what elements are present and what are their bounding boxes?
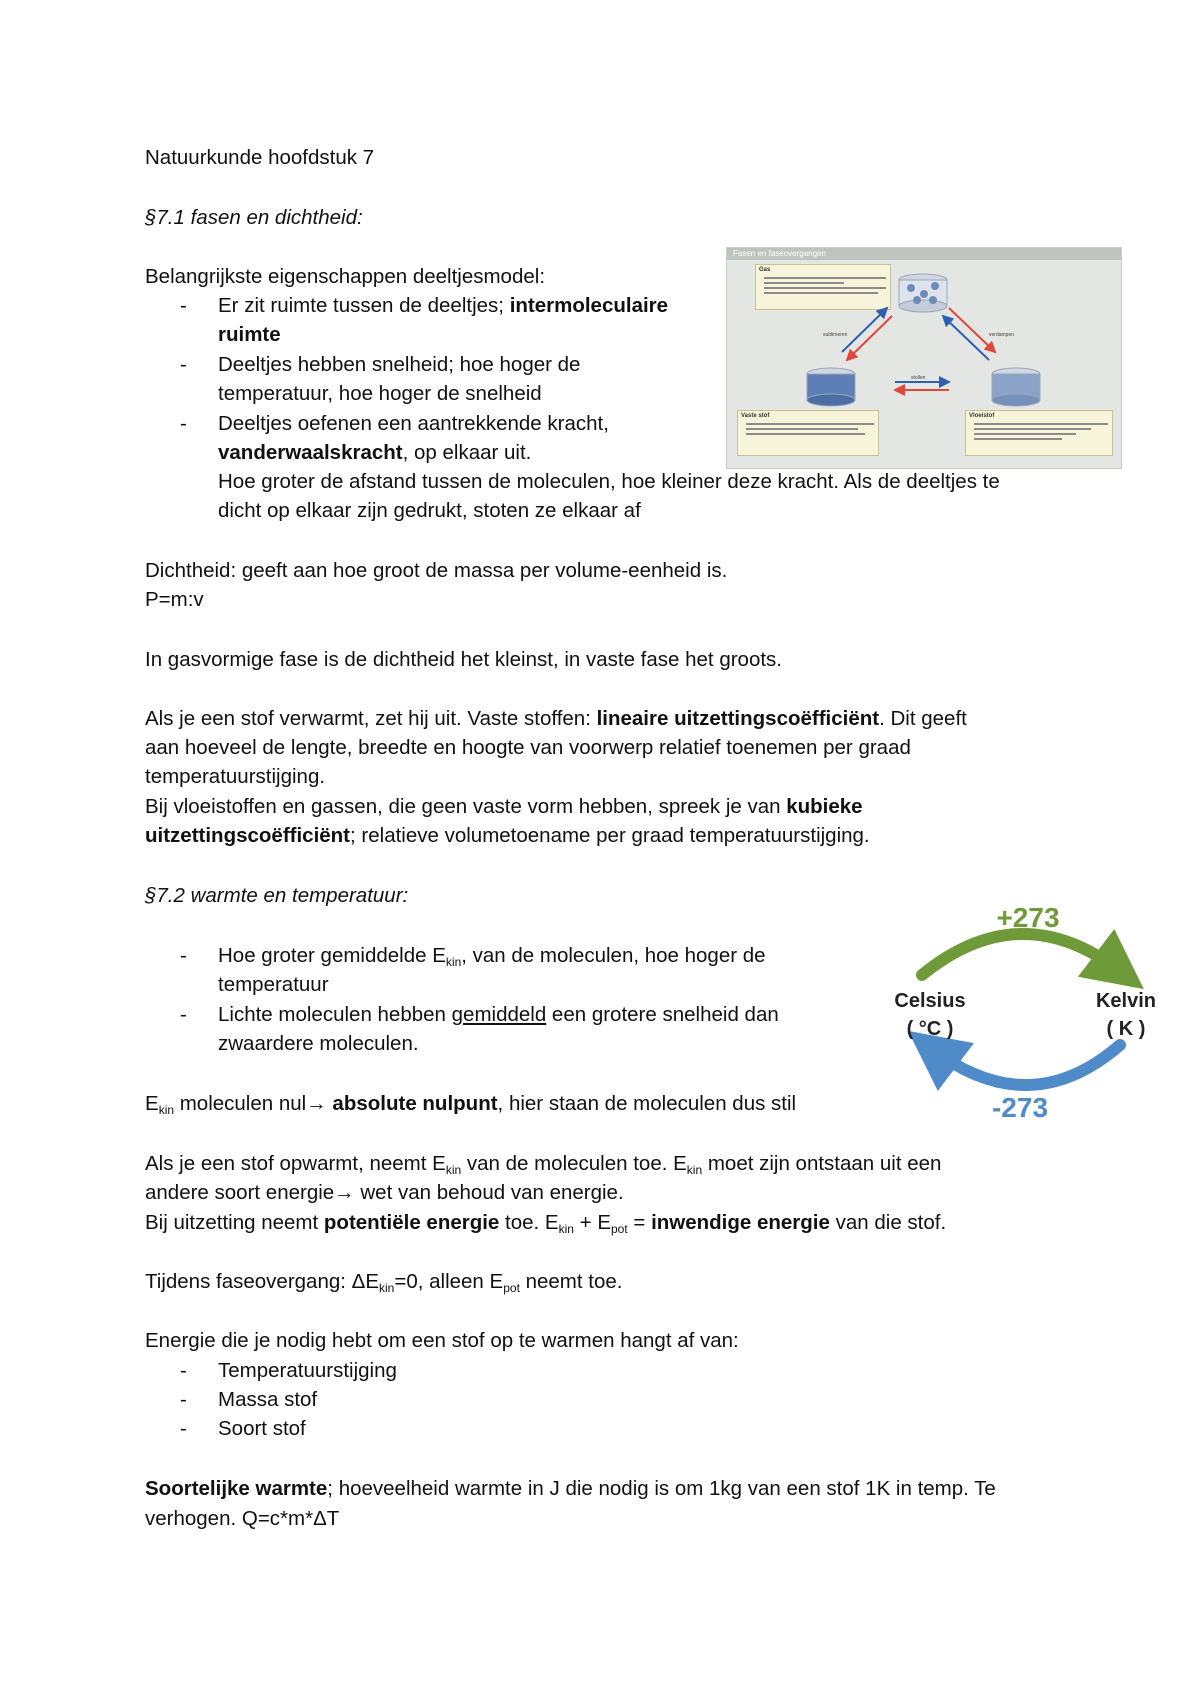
- text: Hoe groter gemiddelde E: [218, 944, 446, 967]
- arrow-red-left: [847, 316, 892, 360]
- liquid-container: [992, 368, 1040, 406]
- attraction-explanation: Hoe groter de afstand tussen de moleculen, hoe kleiner deze kracht. Als de deeltjes te: [218, 470, 1000, 493]
- bullet-ekin-temperature-cont: temperatuur: [218, 973, 329, 996]
- text: Er zit ruimte tussen de deeltjes;: [218, 294, 510, 317]
- expansion-line-1: [145, 704, 967, 733]
- celsius-kelvin-figure: [880, 895, 1180, 1125]
- subscript: pot: [611, 1222, 628, 1236]
- text: een grotere snelheid dan: [546, 1003, 779, 1026]
- bold-term: Soortelijke warmte: [145, 1477, 328, 1500]
- solid-container: [807, 368, 855, 406]
- bold-term: vanderwaalskracht: [218, 441, 403, 464]
- expansion-line-4: [145, 792, 863, 821]
- expansion-line-3: temperatuurstijging.: [145, 765, 326, 788]
- text: + E: [573, 1211, 611, 1234]
- kelvin-label: Kelvin: [1095, 990, 1157, 1012]
- celsius-label: Celsius: [894, 990, 966, 1012]
- bullet-intermolecular-space: [218, 291, 668, 320]
- section-7-2-heading: §7.2 warmte en temperatuur:: [145, 884, 409, 907]
- bullet-speed-cont: temperatuur, hoe hoger de snelheid: [218, 382, 542, 405]
- text: toe. E: [499, 1211, 559, 1234]
- specific-heat-line-1: [145, 1474, 996, 1503]
- subscript: kin: [686, 1163, 703, 1177]
- deeltjesmodel-intro: Belangrijkste eigenschappen deeltjesmodel:: [145, 265, 546, 288]
- bold-term: uitzettingscoëfficiënt: [145, 824, 351, 847]
- text: Bij vloeistoffen en gassen, die geen vaste vorm hebben, spreek je van: [145, 795, 787, 818]
- bullet-attraction-cont: [218, 438, 531, 467]
- bullet-dash: -: [180, 412, 187, 435]
- text: Als je een stof verwarmt, zet hij uit. Vaste stoffen:: [145, 707, 597, 730]
- bold-term: inwendige energie: [651, 1211, 830, 1234]
- arrow-blue-left: [842, 308, 887, 352]
- energy-item: Massa stof: [218, 1388, 318, 1411]
- text: ; hoeveelheid warmte in J die nodig is om 1kg van een stof 1K in temp. Te: [327, 1477, 996, 1500]
- bullet-dash: -: [180, 944, 187, 967]
- liquid-title: Vloeistof: [969, 413, 995, 419]
- text: , op elkaar uit.: [402, 441, 532, 464]
- phase-arrows-graphic: [727, 248, 1121, 468]
- plus-273-label: +273: [996, 902, 1060, 933]
- label-sublimeren: sublimeren: [823, 332, 848, 338]
- absolute-zero-line: [145, 1089, 796, 1125]
- subscript: kin: [445, 1163, 462, 1177]
- density-definition: Dichtheid: geeft aan hoe groot de massa per volume-eenheid is.: [145, 559, 728, 582]
- text: E: [145, 1092, 159, 1115]
- minus-273-label: -273: [991, 1092, 1049, 1123]
- bold-term: ruimte: [218, 323, 281, 346]
- specific-heat-line-2: verhogen. Q=c*m*ΔT: [145, 1507, 340, 1530]
- section-7-1-heading: §7.1 fasen en dichtheid:: [145, 206, 363, 229]
- gas-container: [899, 274, 947, 312]
- bullet-dash: -: [180, 1359, 187, 1382]
- bold-term: intermoleculaire: [509, 294, 669, 317]
- bullet-dash: -: [180, 1388, 187, 1411]
- kelvin-unit: ( K ): [1106, 1018, 1146, 1040]
- bullet-dash: -: [180, 294, 187, 317]
- figure-title: Fasen en faseovergangen: [733, 249, 826, 258]
- text: neemt toe.: [519, 1270, 623, 1293]
- bold-term: potentiële energie: [323, 1211, 500, 1234]
- text: moleculen nul→: [174, 1092, 333, 1115]
- celsius-unit: ( °C ): [906, 1018, 954, 1040]
- bullet-dash: -: [180, 1417, 187, 1440]
- text: =: [627, 1211, 652, 1234]
- arrow-red-right: [949, 308, 995, 352]
- bold-term: kubieke: [786, 795, 863, 818]
- density-formula: P=m:v: [145, 588, 204, 611]
- bullet-dash: -: [180, 1003, 187, 1026]
- label-stollen: stollen: [911, 375, 926, 381]
- warming-line-3: [145, 1208, 946, 1244]
- bullet-light-molecules: [218, 1000, 779, 1029]
- phase-transition-line: [145, 1267, 622, 1303]
- gas-title: Gas: [759, 267, 771, 273]
- text: Tijdens faseovergang: ΔE: [145, 1270, 380, 1293]
- subscript: kin: [379, 1281, 395, 1295]
- label-verdampen: verdampen: [989, 332, 1015, 338]
- energy-item: Soort stof: [218, 1417, 306, 1440]
- bullet-dash: -: [180, 353, 187, 376]
- arrow-blue-right: [943, 316, 989, 360]
- text: moet zijn ontstaan uit een: [702, 1152, 942, 1175]
- bullet-attraction: Deeltjes oefenen een aantrekkende kracht,: [218, 412, 609, 435]
- bold-term: lineaire uitzettingscoëfficiënt: [596, 707, 880, 730]
- energy-intro: Energie die je nodig hebt om een stof op te warmen hangt af van:: [145, 1329, 739, 1352]
- text: , van de moleculen, hoe hoger de: [461, 944, 766, 967]
- solid-title: Vaste stof: [741, 413, 770, 419]
- text: van de moleculen toe. E: [461, 1152, 687, 1175]
- text: , hier staan de moleculen dus stil: [497, 1092, 797, 1115]
- text: Als je een stof opwarmt, neemt E: [145, 1152, 446, 1175]
- subscript: kin: [558, 1222, 574, 1236]
- warming-line-2: andere soort energie→ wet van behoud van energie.: [145, 1181, 624, 1204]
- expansion-line-5: [145, 821, 870, 850]
- subscript: kin: [158, 1103, 175, 1117]
- text: Bij uitzetting neemt: [145, 1211, 324, 1234]
- subscript: pot: [503, 1281, 520, 1295]
- text: Lichte moleculen hebben: [218, 1003, 452, 1026]
- green-arrow-icon: [922, 934, 1120, 975]
- blue-arrow-icon: [932, 1045, 1120, 1085]
- text: van die stof.: [829, 1211, 947, 1234]
- bullet-speed: Deeltjes hebben snelheid; hoe hoger de: [218, 353, 581, 376]
- document-title: Natuurkunde hoofdstuk 7: [145, 146, 375, 169]
- text: ; relatieve volumetoename per graad temperatuurstijging.: [350, 824, 870, 847]
- underlined-term: gemiddeld: [451, 1003, 547, 1026]
- phase-transitions-figure: [726, 247, 1122, 469]
- text: . Dit geeft: [879, 707, 967, 730]
- subscript: kin: [445, 955, 462, 969]
- bold-term: absolute nulpunt: [332, 1092, 498, 1115]
- energy-item: Temperatuurstijging: [218, 1359, 397, 1382]
- bullet-intermolecular-space-cont: [218, 320, 281, 349]
- text: =0, alleen E: [394, 1270, 504, 1293]
- bullet-light-molecules-cont: zwaardere moleculen.: [218, 1032, 419, 1055]
- density-phase: In gasvormige fase is de dichtheid het kleinst, in vaste fase het groots.: [145, 648, 782, 671]
- attraction-explanation-cont: dicht op elkaar zijn gedrukt, stoten ze elkaar af: [218, 499, 641, 522]
- expansion-line-2: aan hoeveel de lengte, breedte en hoogte van voorwerp relatief toenemen per graad: [145, 736, 911, 759]
